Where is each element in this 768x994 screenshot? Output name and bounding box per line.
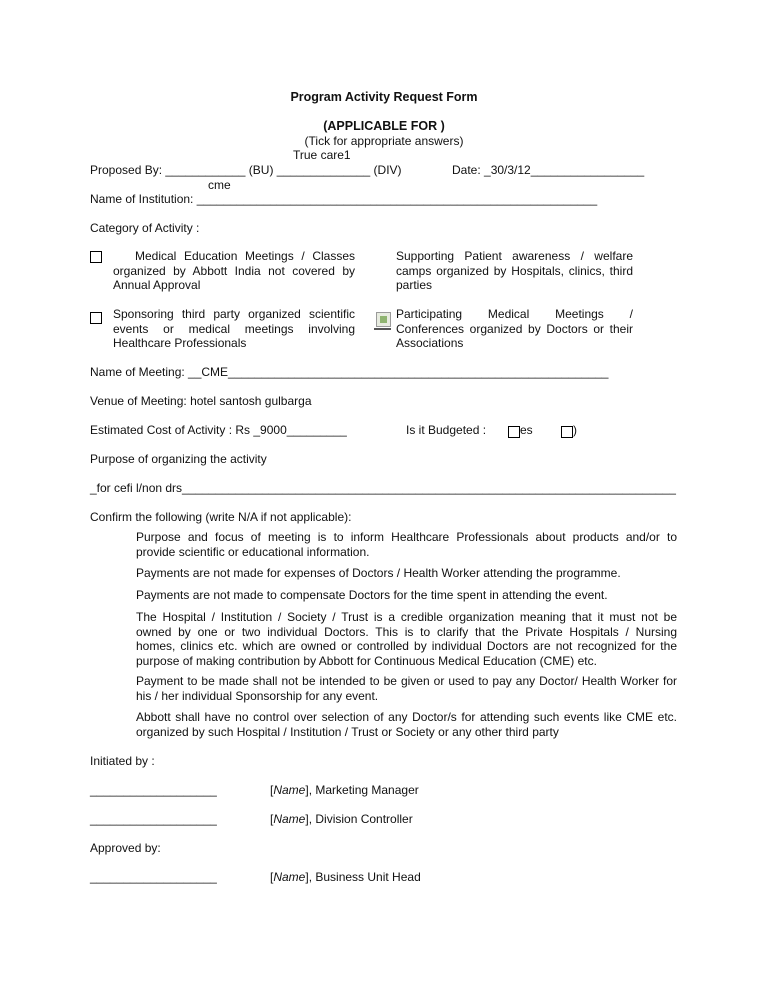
signatory-marketing-manager: [Name], Marketing Manager [270, 783, 419, 797]
institution-field: Name of Institution: ____________________________________________________________ [90, 192, 598, 206]
date-field: Date: _30/3/12_________________ [452, 163, 645, 177]
option-patient-awareness: Supporting Patient awareness / welfare camps organized by Hospitals, clinics, third parties [396, 249, 633, 292]
category-label: Category of Activity : [90, 221, 200, 235]
purpose-label: Purpose of organizing the activity [90, 452, 267, 466]
budgeted-no-label: ) [573, 423, 577, 437]
signature-line-business-unit: ___________________ [90, 870, 217, 884]
signatory-business-unit-head: [Name], Business Unit Head [270, 870, 421, 884]
venue-field: Venue of Meeting: hotel santosh gulbarga [90, 394, 312, 408]
confirm-item-2: Payments are not made for expenses of Doctors / Health Worker attending the programme. [136, 566, 621, 580]
confirm-item-1: Purpose and focus of meeting is to inform Healthcare Professionals about products and/or to provide scientific or educational information. [136, 530, 677, 559]
signature-line-division: ___________________ [90, 812, 217, 826]
budgeted-label: Is it Budgeted : [406, 423, 487, 437]
budgeted-yes-checkbox[interactable] [508, 426, 520, 438]
budgeted-no-checkbox[interactable] [561, 426, 573, 438]
checked-mark-icon [380, 316, 387, 323]
form-title: Program Activity Request Form [290, 90, 478, 104]
cme-note: cme [208, 178, 231, 192]
true-care-label: True care1 [293, 148, 351, 162]
applicable-for-heading: (APPLICABLE FOR ) [323, 119, 445, 133]
tick-note: (Tick for appropriate answers) [304, 134, 464, 148]
confirm-item-3: Payments are not made to compensate Doctors for the time spent in attending the event. [136, 588, 608, 602]
option-sponsoring: Sponsoring third party organized scientific events or medical meetings involving Healthcare Professionals [113, 307, 355, 350]
confirm-item-6: Abbott shall have no control over selection of any Doctor/s for attending such events like CME etc. organized by such Hospital / Institution / Trust or Society or any other third party [136, 710, 677, 739]
signatory-division-controller: [Name], Division Controller [270, 812, 413, 826]
option-sponsoring-checkbox[interactable] [90, 312, 102, 324]
approved-by-label: Approved by: [90, 841, 161, 855]
option-participating: Participating Medical Meetings / Conferences organized by Doctors or their Associations [396, 307, 633, 350]
purpose-field: _for cefi l/non drs__________________________________________________________________________ [90, 481, 676, 495]
option-medical-education-checkbox[interactable] [90, 251, 102, 263]
confirm-label: Confirm the following (write N/A if not applicable): [90, 510, 352, 524]
meeting-name-field: Name of Meeting: __CME_________________________________________________________ [90, 365, 609, 379]
confirm-item-4: The Hospital / Institution / Society / Trust is a credible organization meaning that it must not be owned by one or two individual Doctors. This is to clarify that the Private Hospitals / Nursing homes, clinics etc. which are owned or controlled by individual Doctors are not recognized for the purpose of making contribution by Abbott for Continuous Medical Education (CME) etc. [136, 610, 677, 668]
confirm-item-5: Payment to be made shall not be intended to be given or used to pay any Doctor/ Health Worker for his / her individual Sponsorship for any event. [136, 674, 677, 703]
budgeted-yes-label: es [520, 423, 533, 437]
estimated-cost-field: Estimated Cost of Activity : Rs _9000_________ [90, 423, 347, 437]
option-participating-checkbox-checked[interactable] [376, 312, 391, 327]
proposed-by-field: Proposed By: ____________ (BU) ______________ (DIV) [90, 163, 402, 177]
option-medical-education: Medical Education Meetings / Classes organized by Abbott India not covered by Annual Approval [113, 249, 355, 292]
initiated-by-label: Initiated by : [90, 754, 155, 768]
signature-line-marketing: ___________________ [90, 783, 217, 797]
